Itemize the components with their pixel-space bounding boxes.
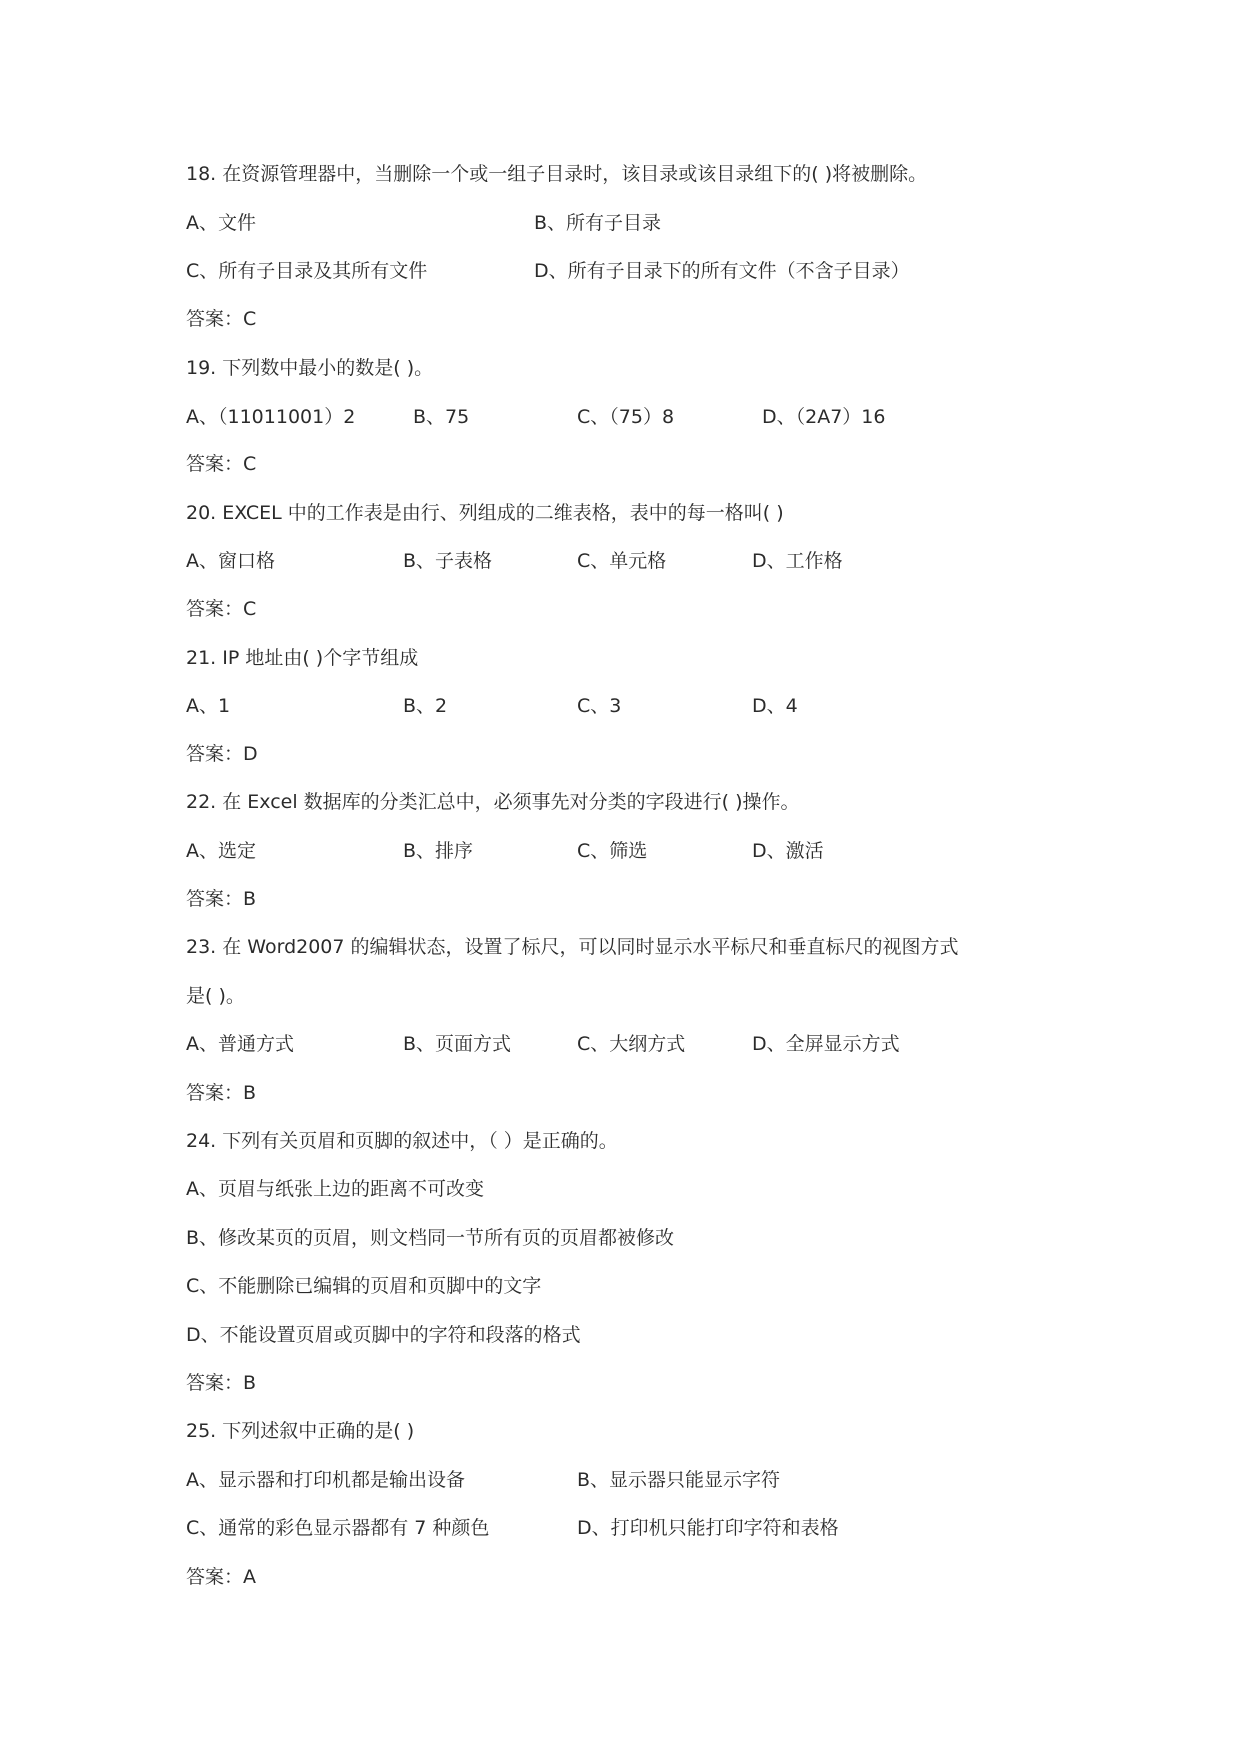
answer: 答案：B: [186, 1372, 257, 1394]
question-stem: 24. 下列有关页眉和页脚的叙述中，（ ）是正确的。: [186, 1130, 618, 1152]
option-a: A、文件: [186, 212, 256, 234]
option-d: D、激活: [752, 840, 824, 862]
option-c: C、通常的彩色显示器都有 7 种颜色: [186, 1517, 490, 1539]
question-stem: 20. EXCEL 中的工作表是由行、列组成的二维表格，表中的每一格叫( ): [186, 502, 784, 524]
option-a: A、1: [186, 695, 231, 717]
option-c: C、筛选: [577, 840, 648, 862]
option-a: A、显示器和打印机都是输出设备: [186, 1469, 465, 1491]
answer: 答案：D: [186, 743, 258, 765]
question-stem: 21. IP 地址由( )个字节组成: [186, 647, 419, 669]
option-a: A、普通方式: [186, 1033, 294, 1055]
option-d: D、4: [752, 695, 798, 717]
question-stem: 22. 在 Excel 数据库的分类汇总中，必须事先对分类的字段进行( )操作。: [186, 791, 800, 813]
option-c: C、（75）8: [577, 406, 675, 428]
answer: 答案：C: [186, 453, 257, 475]
answer: 答案：B: [186, 888, 257, 910]
option-d: D、打印机只能打印字符和表格: [577, 1517, 839, 1539]
option-a: A、选定: [186, 840, 256, 862]
answer: 答案：B: [186, 1082, 257, 1104]
option-b: B、所有子目录: [534, 212, 662, 234]
question-stem-continued: 是( )。: [186, 985, 245, 1007]
option-d: D、所有子目录下的所有文件（不含子目录）: [534, 260, 910, 282]
option-d: D、（2A7）16: [762, 406, 886, 428]
answer: 答案：C: [186, 308, 257, 330]
option-b: B、75: [413, 406, 470, 428]
answer: 答案：A: [186, 1566, 256, 1588]
option-b: B、排序: [403, 840, 474, 862]
option-d: D、工作格: [752, 550, 843, 572]
option-b: B、修改某页的页眉，则文档同一节所有页的页眉都被修改: [186, 1227, 675, 1249]
option-c: C、大纲方式: [577, 1033, 686, 1055]
option-c: C、单元格: [577, 550, 667, 572]
option-a: A、窗口格: [186, 550, 275, 572]
option-b: B、显示器只能显示字符: [577, 1469, 781, 1491]
question-stem: 25. 下列述叙中正确的是( ): [186, 1420, 415, 1442]
question-stem: 19. 下列数中最小的数是( )。: [186, 357, 434, 379]
option-c: C、所有子目录及其所有文件: [186, 260, 428, 282]
option-d: D、不能设置页眉或页脚中的字符和段落的格式: [186, 1324, 581, 1346]
option-a: A、（11011001）2: [186, 406, 356, 428]
option-c: C、3: [577, 695, 622, 717]
question-stem: 23. 在 Word2007 的编辑状态，设置了标尺，可以同时显示水平标尺和垂直标尺的视图方式: [186, 936, 959, 958]
option-b: B、页面方式: [403, 1033, 512, 1055]
answer: 答案：C: [186, 598, 257, 620]
question-stem: 18. 在资源管理器中，当删除一个或一组子目录时，该目录或该目录组下的( )将被删除。: [186, 163, 928, 185]
option-b: B、子表格: [403, 550, 493, 572]
option-d: D、全屏显示方式: [752, 1033, 900, 1055]
option-b: B、2: [403, 695, 448, 717]
option-c: C、不能删除已编辑的页眉和页脚中的文字: [186, 1275, 542, 1297]
option-a: A、页眉与纸张上边的距离不可改变: [186, 1178, 484, 1200]
